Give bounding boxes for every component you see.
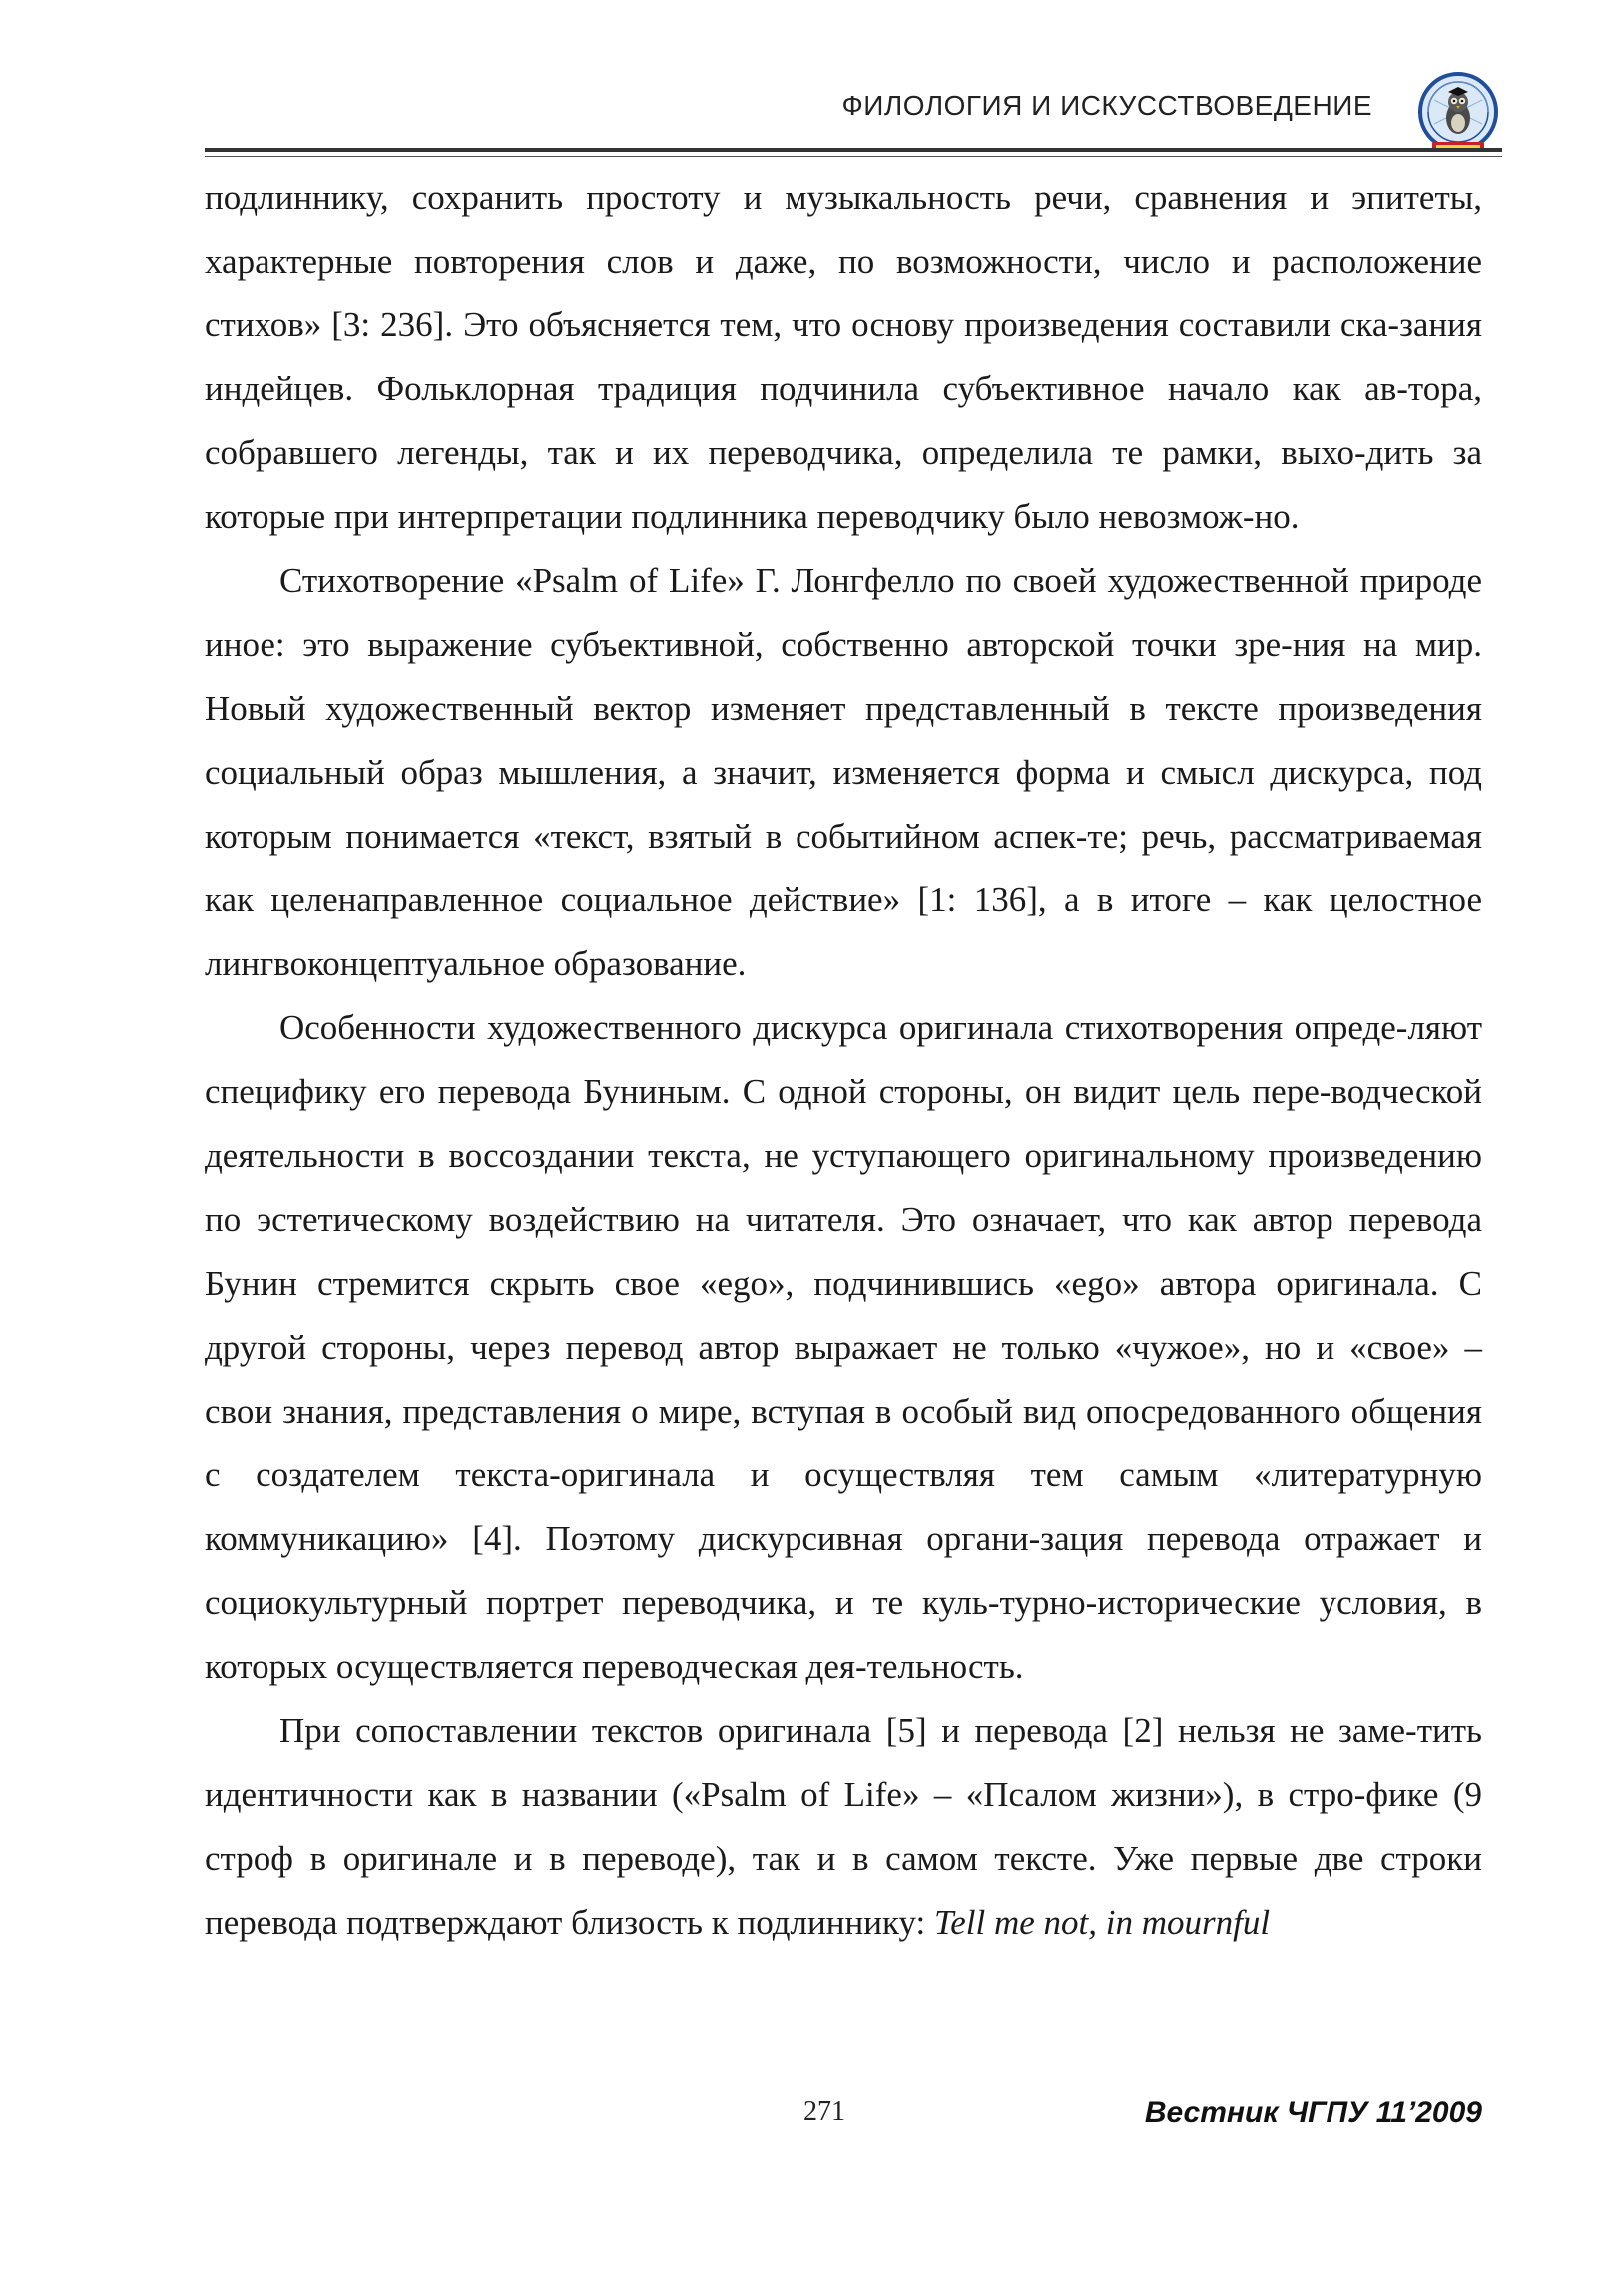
header-rule	[205, 148, 1502, 152]
paragraph-continuation: подлиннику, сохранить простоту и музыкальность речи, сравнения и эпитеты, характерные повторения слов и даже, по возможности, число и расположение стихов» [3: 236]. Это объясняется тем, что основу произведения составили ска-зания индейцев. Фольклорная традиция подчинила субъективное начало как ав-тора, собравшего легенды, так и их переводчика, определила те рамки, выхо-дить за которые при интерпретации подлинника переводчику было невозмож-но.	[205, 178, 1482, 536]
paragraph: Стихотворение «Psalm of Life» Г. Лонгфелло по своей художественной природе иное: это выражение субъективной, собственно авторской точки зре-ния на мир. Новый художественный вектор изменяет представленный в тексте произведения социальный образ мышления, а значит, изменяется форма и смысл дискурса, под которым понимается «текст, взятый в событийном аспек-те; речь, рассматриваемая как целенаправленное социальное действие» [1: 136], а в итоге – как целостное лингвоконцептуальное образование.	[205, 561, 1482, 983]
paragraph	[205, 1699, 1482, 1955]
page-header	[205, 70, 1502, 160]
journal-name: Вестник ЧГПУ 11’2009	[1144, 2096, 1482, 2129]
paragraph: Особенности художественного дискурса оригинала стихотворения опреде-ляют специфику его перевода Буниным. С одной стороны, он видит цель пере-водческой деятельности в воссоздании текста, не уступающего оригинальному произведению по эстетическому воздействию на читателя. Это означает, что как автор перевода Бунин стремится скрыть свое «ego», подчинившись «ego» автора оригинала. С другой стороны, через перевод автор выражает не только «чужое», но и «свое» – свои знания, представления о мире, вступая в особый вид опосредованного общения с создателем текста-оригинала и осуществляя тем самым «литературную коммуникацию» [4]. Поэтому дискурсивная органи-зация перевода отражает и социокультурный портрет переводчика, и те куль-турно-исторические условия, в которых осуществляется переводческая дея-тельность.	[205, 1008, 1482, 1686]
quoted-poem-line: Tell me not, in mournful	[933, 1903, 1271, 1942]
article-body	[205, 166, 1482, 1955]
paragraph-text: При сопоставлении текстов оригинала [5] и перевода [2] нельзя не заме-тить идентичности как в названии («Psalm of Life» – «Псалом жизни»), в стро-фике (9 строф в оригинале и в переводе), так и в самом тексте. Уже первые две строки перевода подтверждают близость к подлиннику:	[205, 1711, 1482, 1942]
page-footer	[205, 2096, 1482, 2146]
page-number: 271	[803, 2096, 845, 2127]
section-title: ФИЛОЛОГИЯ И ИСКУССТВОВЕДЕНИЕ	[841, 90, 1372, 121]
header-rule-thin	[205, 156, 1502, 157]
university-owl-emblem-icon	[1414, 70, 1502, 158]
